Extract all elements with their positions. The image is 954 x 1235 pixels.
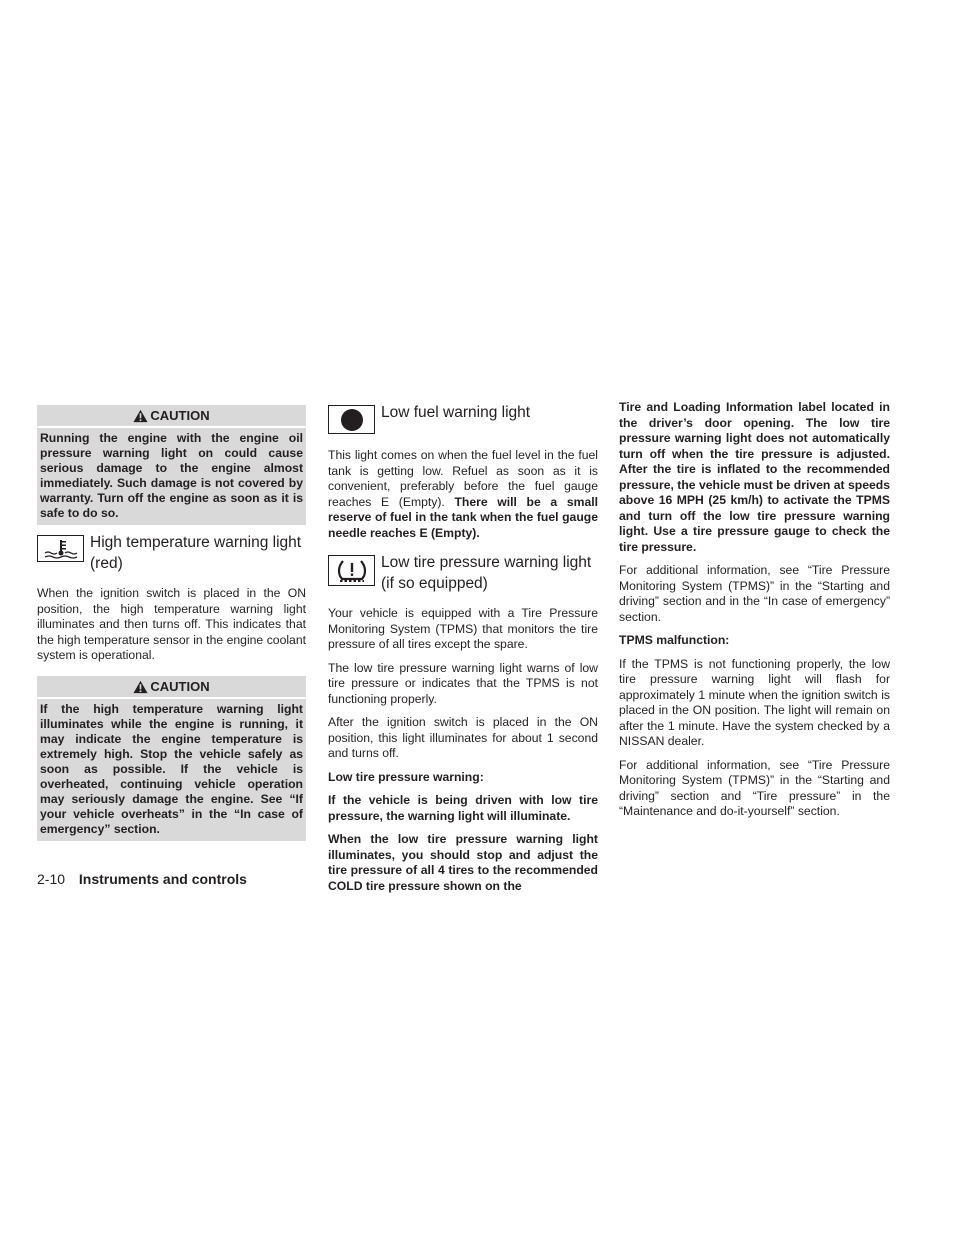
tpms-malfunction-text: If the TPMS is not functioning properly, the low tire pressure warning light will flash for approximately 1 minute when the ignition switch is placed in the ON position. The light will remain on after the 1 minute. Have the system checked by a NISSAN dealer. bbox=[619, 656, 890, 748]
low-fuel-light-icon bbox=[328, 405, 375, 434]
caution-body: Running the engine with the engine oil pressure warning light on could cause serious damage to the engine almost immediately. Such damage is not covered by warranty. Turn off the engine as soon as it is safe to do so. bbox=[40, 431, 303, 520]
page-number: 2-10 bbox=[37, 871, 66, 887]
tpms-warning-purpose: The low tire pressure warning light warns of low tire pressure or indicates that the TPMS is not functioning properly. bbox=[328, 660, 598, 706]
tpms-reference-2: For additional information, see “Tire Pressure Monitoring System (TPMS)” in the “Starting and driving” section and “Tire pressure” in the “Maintenance and do-it-yourself” section. bbox=[619, 757, 890, 818]
page-footer bbox=[37, 870, 247, 888]
column-3 bbox=[619, 400, 890, 828]
low-tire-heading bbox=[328, 555, 598, 594]
low-fuel-body bbox=[328, 448, 598, 541]
heading-title: Low fuel warning light bbox=[381, 404, 531, 421]
caution-title: CAUTION bbox=[150, 678, 210, 694]
tpms-startup: After the ignition switch is placed in the ON position, this light illuminates for about 1 second and turns off. bbox=[328, 715, 598, 760]
low-tire-subheading: Low tire pressure warning: bbox=[328, 769, 484, 784]
heading-title: High temperature warning light (red) bbox=[90, 534, 302, 572]
tpms-intro: Your vehicle is equipped with a Tire Pressure Monitoring System (TPMS) that monitors the tire pressure of all tires except the spare. bbox=[328, 606, 598, 651]
low-tire-adjust-text: When the low tire pressure warning light illuminates, you should stop and adjust the tire pressure of all 4 tires to the recommended COLD tire pressure shown on the bbox=[328, 832, 598, 893]
high-temp-body: When the ignition switch is placed in the ON position, the high temperature warning light illuminates and then turns off. This indicates that the high temperature sensor in the engine coolant system is operational. bbox=[37, 586, 306, 662]
low-fuel-body-normal: This light comes on when the fuel level in the fuel tank is getting low. Refuel as soon as it is convenient, preferably before the fuel gauge reaches E (Empty). bbox=[328, 448, 598, 509]
tpms-reset-text: Tire and Loading Information label located in the driver’s door opening. The low tire pressure warning light does not automatically turn off when the tire pressure is adjusted. After the tire is inflated to the recommended pressure, the vehicle must be driven at speeds above 16 MPH (25 km/h) to activate the TPMS and turn off the low tire pressure warning light. Use a tire pressure gauge to check the tire pressure. bbox=[619, 400, 890, 554]
caution-box-temperature bbox=[37, 676, 306, 841]
low-fuel-body-bold: There will be a small reserve of fuel in the tank when the fuel gauge needle reaches E (Empty). bbox=[328, 494, 598, 540]
heading-title: Low tire pressure warning light (if so equipped) bbox=[381, 554, 592, 592]
caution-header bbox=[37, 677, 306, 699]
section-title: Instruments and controls bbox=[78, 871, 247, 887]
caution-header bbox=[37, 406, 306, 428]
low-fuel-heading bbox=[328, 405, 598, 434]
tire-pressure-warning-icon bbox=[328, 555, 375, 586]
high-temp-heading bbox=[37, 535, 306, 574]
warning-triangle-icon bbox=[133, 680, 148, 694]
low-tire-warning-text: If the vehicle is being driven with low tire pressure, the warning light will illuminate. bbox=[328, 793, 598, 823]
caution-title: CAUTION bbox=[150, 408, 210, 423]
tpms-malfunction-subheading: TPMS malfunction: bbox=[619, 633, 730, 647]
coolant-temperature-icon bbox=[37, 535, 84, 562]
caution-box-oil bbox=[37, 405, 306, 525]
caution-body: If the high temperature warning light illuminates while the engine is running, it may indicate the engine temperature is extremely high. Stop the vehicle safely as soon as possible. If the vehicle is overheated, continuing vehicle operation may seriously damage the engine. See “If your vehicle overheats” in the “In case of emergency” section. bbox=[40, 701, 303, 836]
column-1 bbox=[37, 405, 306, 851]
tpms-reference-1: For additional information, see “Tire Pressure Monitoring System (TPMS)” in the “Starting and driving” section and in the “In case of emergency” section. bbox=[619, 563, 890, 624]
warning-triangle-icon bbox=[133, 409, 148, 423]
column-2 bbox=[328, 405, 598, 902]
